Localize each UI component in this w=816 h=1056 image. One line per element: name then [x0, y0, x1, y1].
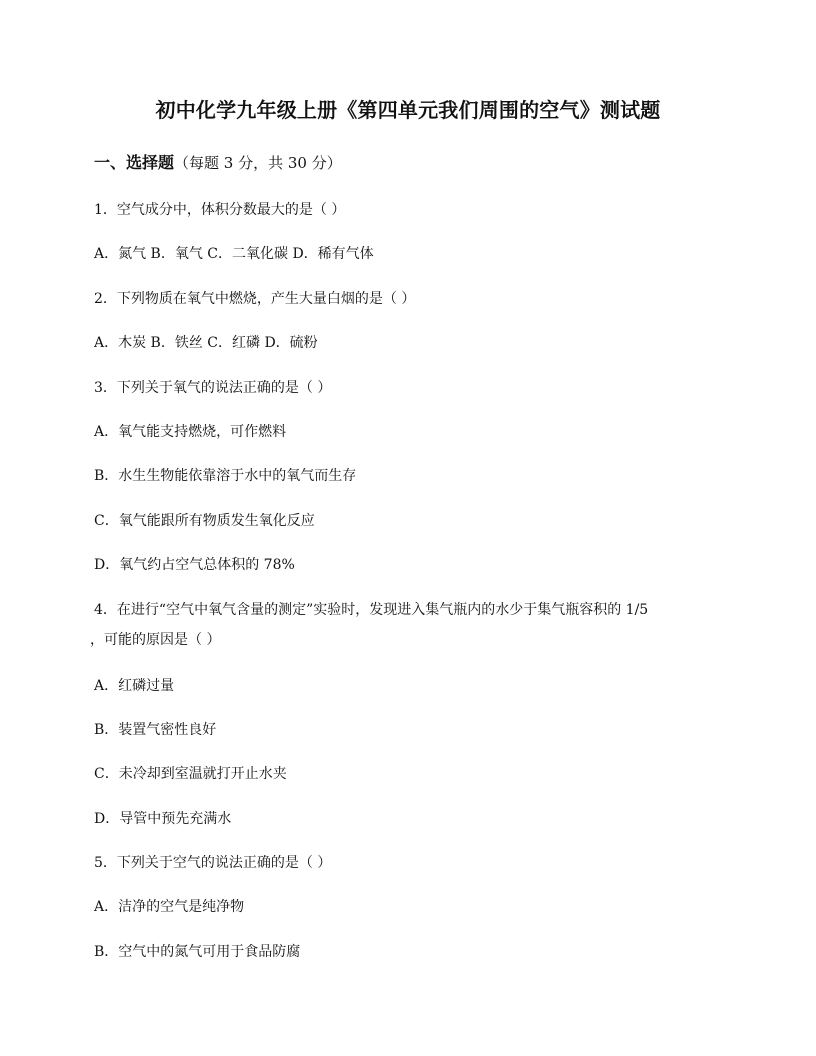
- question-5-option-b: B．空气中的氮气可用于食品防腐: [94, 944, 301, 960]
- question-4-option-b: B．装置气密性良好: [94, 722, 217, 738]
- question-5-option-a: A．洁净的空气是纯净物: [94, 899, 245, 915]
- question-2-stem: 2．下列物质在氧气中燃烧，产生大量白烟的是（ ）: [94, 291, 416, 307]
- question-3-stem: 3．下列关于氧气的说法正确的是（ ）: [94, 380, 332, 396]
- question-5-stem: 5．下列关于空气的说法正确的是（ ）: [94, 855, 332, 871]
- question-4-stem: 4．在进行“空气中氧气含量的测定”实验时，发现进入集气瓶内的水少于集气瓶容积的 1/5: [94, 602, 649, 618]
- question-4-option-c: C．未冷却到室温就打开止水夹: [94, 766, 287, 782]
- section-heading-note: （每题 3 分，共 30 分）: [174, 154, 342, 172]
- question-4-option-a: A．红磷过量: [94, 678, 175, 694]
- section-heading: [94, 150, 342, 173]
- question-4-stem-continuation: ，可能的原因是（ ）: [90, 632, 221, 648]
- question-4-option-d: D．导管中预先充满水: [94, 811, 232, 827]
- question-3-option-c: C．氧气能跟所有物质发生氧化反应: [94, 513, 315, 529]
- section-heading-label: 一、选择题: [94, 153, 175, 172]
- question-3-option-d: D．氧气约占空气总体积的 78%: [94, 557, 295, 573]
- question-1-stem: 1．空气成分中，体积分数最大的是（ ）: [94, 202, 346, 218]
- document-title: 初中化学九年级上册《第四单元我们周围的空气》测试题: [155, 98, 661, 122]
- question-2-options: A．木炭 B．铁丝 C．红磷 D．硫粉: [94, 335, 318, 351]
- question-3-option-b: B．水生生物能依靠溶于水中的氧气而生存: [94, 468, 357, 484]
- question-3-option-a: A．氧气能支持燃烧，可作燃料: [94, 424, 287, 440]
- question-1-options: A．氮气 B．氧气 C．二氧化碳 D．稀有气体: [94, 246, 374, 262]
